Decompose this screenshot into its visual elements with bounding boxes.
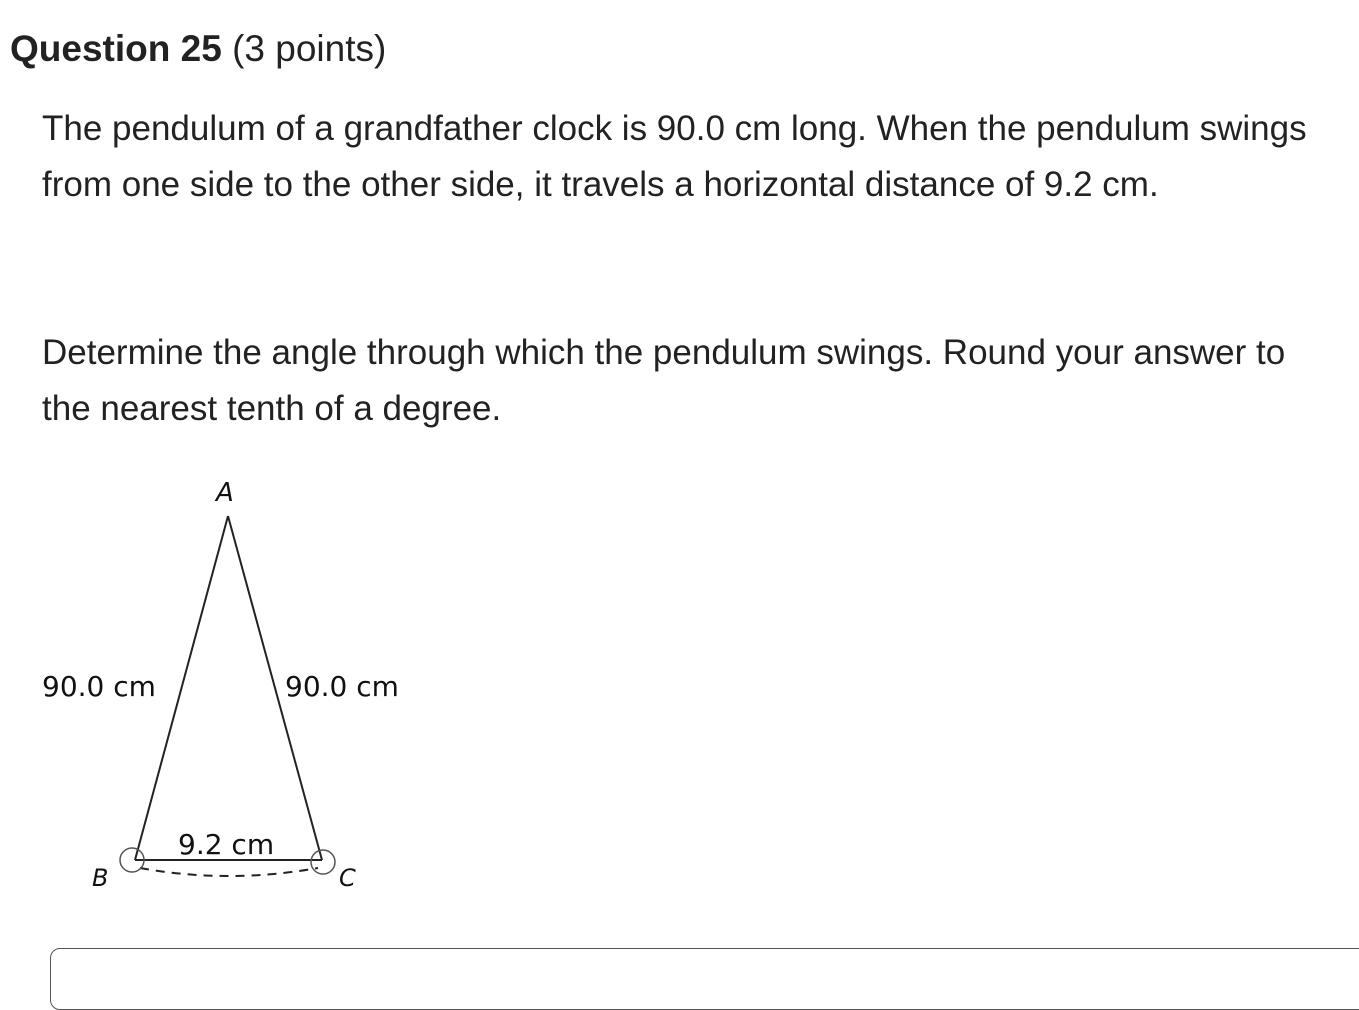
vertex-b-label: B [92, 864, 109, 892]
vertex-a-label: A [216, 478, 234, 508]
side-ac-label: 90.0 cm [285, 670, 399, 703]
pendulum-diagram [30, 470, 430, 900]
vertex-c-circle [311, 850, 335, 874]
question-header [10, 24, 386, 74]
question-paragraph-1: The pendulum of a grandfather clock is 90.0 cm long. When the pendulum swings from one side to the other side, it travels a horizontal distance of 9.2 cm. [42, 109, 1307, 204]
side-bc-label: 9.2 cm [178, 828, 275, 861]
swing-arc [140, 868, 318, 876]
side-ab-label: 90.0 cm [42, 670, 156, 703]
vertex-c-label: C [339, 864, 356, 892]
question-paragraph-2: Determine the angle through which the pendulum swings. Round your answer to the nearest tenth of a degree. [42, 333, 1286, 428]
question-points: (3 points) [232, 28, 387, 69]
answer-input[interactable] [50, 948, 1359, 1010]
question-title: Question 25 [10, 28, 222, 69]
